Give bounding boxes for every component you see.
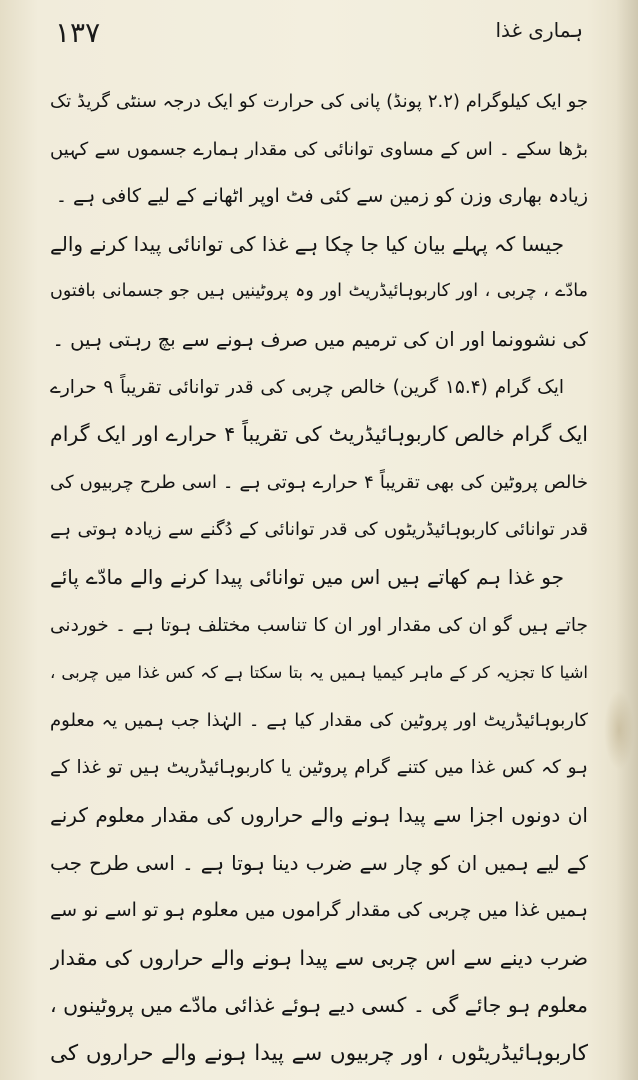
text-line: معلوم ہو جائے گی ۔ کسی دیے ہوئے غذائی مادّے میں پروٹینوں ، [50,993,588,1018]
text-line: کی نشوونما اور ان کی ترمیم میں صرف ہونے سے بچ رہتی ہیں ۔ [52,327,588,351]
text-line: ہو کہ کس غذا میں کتنے گرام پروٹین یا کاربوہائیڈریٹ ہیں تو غذا کے [50,757,588,779]
text-line: کاربوہائیڈریٹ اور پروٹین کی مقدار کیا ہے ۔ الہٰذا جب ہمیں یہ معلوم [50,709,588,731]
text-line: جو ایک کیلوگرام (۲.۲ پونڈ) پانی کی حرارت کو ایک درجہ سنٹی گریڈ تک [50,91,588,112]
text-line: ہمیں غذا میں چربی کی مقدار گراموں میں معلوم ہو تو اسے نو سے [50,899,588,922]
paper-stain [604,690,634,770]
body-text [50,78,588,1077]
text-line: مادّے ، چربی ، اور کاربوہائیڈریٹ اور وہ پروٹینیں ہیں جو جسمانی بافتوں [50,281,588,302]
text-line: ان دونوں اجزا سے پیدا ہونے والے حراروں کی مقدار معلوم کرنے [50,802,588,827]
text-line: خالص پروٹین کی بھی تقریباً ۴ حرارے ہوتی ہے ۔ اسی طرح چربیوں کی [50,471,588,493]
text-line: جو غذا ہم کھاتے ہیں اس میں توانائی پیدا کرنے والے مادّے پائے [50,564,564,589]
text-line: بڑھا سکے ۔ اس کے مساوی توانائی کی مقدار ہمارے جسموں سے کہیں [50,138,588,160]
page-header [55,14,583,54]
text-line: ضرب دینے سے اس چربی سے پیدا ہونے والے حراروں کی مقدار [50,945,588,970]
page-number: ۱۳۷ [55,16,101,49]
text-line: زیادہ بھاری وزن کو زمین سے کئی فٹ اوپر اٹھانے کے لیے کافی ہے ۔ [55,185,588,208]
text-line: جیسا کہ پہلے بیان کیا جا چکا ہے غذا کی توانائی پیدا کرنے والے [50,231,564,256]
text-line: کاربوہائیڈریٹوں ، اور چربیوں سے پیدا ہونے والے حراروں کی [50,1040,588,1066]
page-fold-shadow [616,0,638,1080]
text-line: قدر توانائی کاربوہائیڈریٹوں کی قدر توانائی کے دُگنے سے زیادہ ہوتی ہے [50,519,588,541]
text-line: ایک گرام خالص کاربوہائیڈریٹ کی تقریباً ۴ حرارے اور ایک گرام [50,422,588,447]
running-title: ہماری غذا [495,18,583,42]
text-line: اشیا کا تجزیہ کر کے ماہر کیمیا ہمیں یہ بتا سکتا ہے کہ کس غذا میں چربی ، [50,663,588,683]
text-line: جاتے ہیں گو ان کی مقدار اور ان کا تناسب مختلف ہوتا ہے ۔ خوردنی [50,614,588,636]
text-line: ایک گرام (۱۵.۴ گرین) خالص چربی کی قدر توانائی تقریباً ۹ حرارے [50,376,564,398]
text-line: کے لیے ہمیں ان کو چار سے ضرب دینا ہوتا ہے ۔ اسی طرح جب [50,850,588,875]
